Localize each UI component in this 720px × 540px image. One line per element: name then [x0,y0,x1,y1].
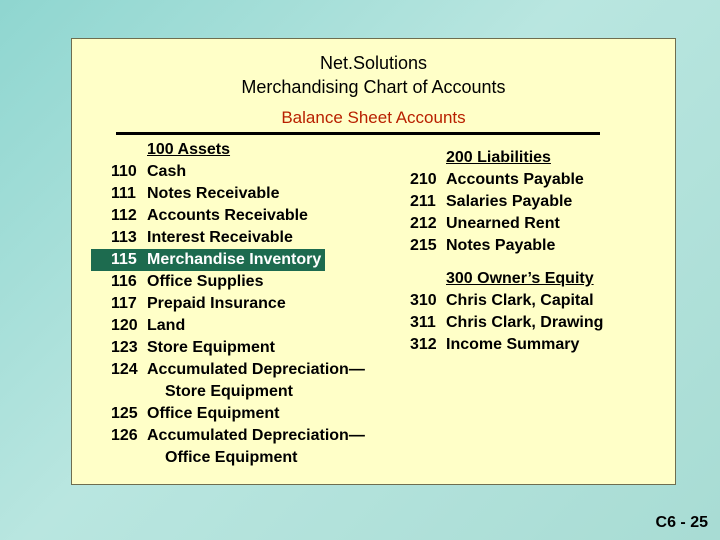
account-item-continuation: Office Equipment [165,449,298,466]
account-item: 312 Income Summary [410,336,580,353]
account-item: 311 Chris Clark, Drawing [410,314,604,331]
account-item: 120 Land [111,317,186,334]
chart-title: Merchandising Chart of Accounts [241,77,506,97]
account-item: 210 Accounts Payable [410,171,584,188]
section-divider [116,132,600,135]
account-item: 126 Accumulated Depreciation— [111,427,365,444]
panel-title [72,51,675,99]
chart-of-accounts-panel [71,38,676,485]
account-item: 112 Accounts Receivable [111,207,308,224]
equity-heading: 300 Owner’s Equity [446,270,594,287]
account-item: 211 Salaries Payable [410,193,573,210]
account-item: 310 Chris Clark, Capital [410,292,594,309]
account-item: 125 Office Equipment [111,405,280,422]
account-item: 113 Interest Receivable [111,229,293,246]
account-item: 123 Store Equipment [111,339,276,356]
account-item: 215 Notes Payable [410,237,556,254]
account-item: 212 Unearned Rent [410,215,560,232]
account-item: 117 Prepaid Insurance [111,295,286,312]
slide-number: C6 - 25 [655,514,708,531]
account-item-highlighted: 115 Merchandise Inventory [91,249,325,271]
company-name: Net.Solutions [319,53,428,73]
account-item: 110 Cash [111,163,187,180]
section-title: Balance Sheet Accounts [281,108,466,127]
account-item: 116 Office Supplies [111,273,264,290]
account-item: 124 Accumulated Depreciation— [111,361,365,378]
liabilities-heading: 200 Liabilities [446,149,551,166]
account-item-continuation: Store Equipment [165,383,294,400]
account-item: 111 Notes Receivable [111,185,280,202]
assets-heading: 100 Assets [147,141,231,158]
